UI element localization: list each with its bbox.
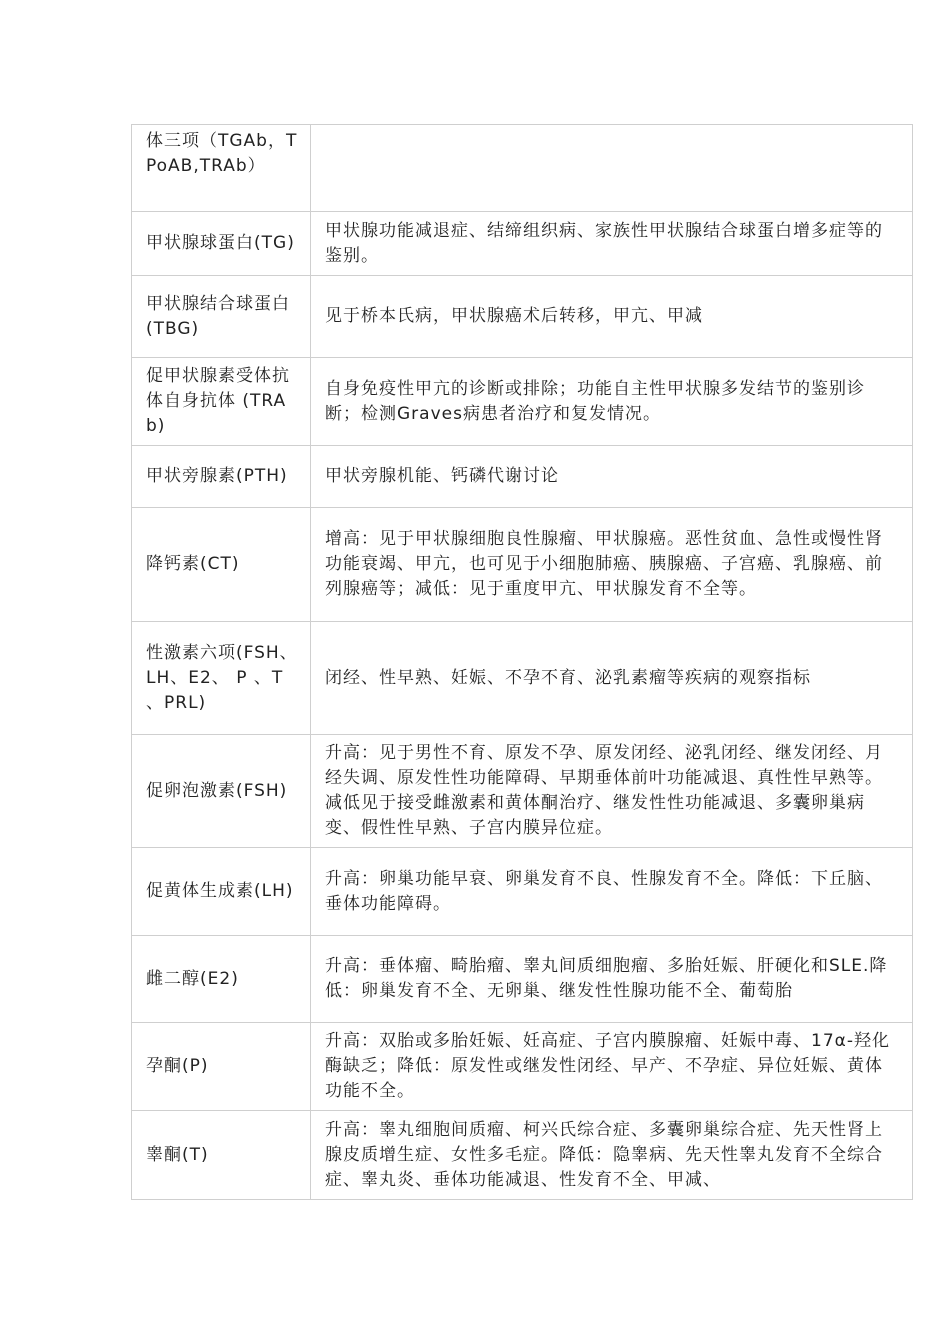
test-description-cell: 自身免疫性甲亢的诊断或排除；功能自主性甲状腺多发结节的鉴别诊断；检测Graves病患者治疗和复发情况。 [311, 358, 913, 446]
test-name-cell: 睾酮(T) [132, 1111, 311, 1200]
table-row [132, 212, 913, 276]
test-description-cell: 增高：见于甲状腺细胞良性腺瘤、甲状腺癌。恶性贫血、急性或慢性肾功能衰竭、甲亢，也可见于小细胞肺癌、胰腺癌、子宫癌、乳腺癌、前列腺癌等；减低：见于重度甲亢、甲状腺发育不全等。 [311, 508, 913, 622]
test-description-cell: 见于桥本氏病，甲状腺癌术后转移，甲亢、甲减 [311, 276, 913, 358]
table-row [132, 358, 913, 446]
table-row [132, 735, 913, 848]
test-name-cell: 促甲状腺素受体抗体自身抗体 (TRAb) [132, 358, 311, 446]
test-name-cell: 体三项（TGAb，TPoAB,TRAb） [132, 125, 311, 212]
test-description-cell: 甲状腺功能减退症、结缔组织病、家族性甲状腺结合球蛋白增多症等的鉴别。 [311, 212, 913, 276]
test-description-cell: 升高：垂体瘤、畸胎瘤、睾丸间质细胞瘤、多胎妊娠、肝硬化和SLE.降低：卵巢发育不全、无卵巢、继发性性腺功能不全、葡萄胎 [311, 936, 913, 1023]
test-name-cell: 甲状腺结合球蛋白 (TBG) [132, 276, 311, 358]
table-row [132, 508, 913, 622]
test-description-cell: 升高：卵巢功能早衰、卵巢发育不良、性腺发育不全。降低：下丘脑、垂体功能障碍。 [311, 848, 913, 936]
table-row [132, 1111, 913, 1200]
test-description-cell: 甲状旁腺机能、钙磷代谢讨论 [311, 446, 913, 508]
test-name-cell: 甲状旁腺素(PTH) [132, 446, 311, 508]
table-row [132, 125, 913, 212]
test-description-cell: 升高：睾丸细胞间质瘤、柯兴氏综合症、多囊卵巢综合症、先天性肾上腺皮质增生症、女性多毛症。降低：隐睾病、先天性睾丸发育不全综合症、睾丸炎、垂体功能减退、性发育不全、甲减、 [311, 1111, 913, 1200]
test-name-cell: 性激素六项(FSH、 LH、E2、 P 、T 、PRL) [132, 622, 311, 735]
test-description-cell: 升高：双胎或多胎妊娠、妊高症、子宫内膜腺瘤、妊娠中毒、17α-羟化酶缺乏；降低：原发性或继发性闭经、早产、不孕症、异位妊娠、黄体功能不全。 [311, 1023, 913, 1111]
test-name-cell: 雌二醇(E2) [132, 936, 311, 1023]
table-row [132, 936, 913, 1023]
test-name-cell: 降钙素(CT) [132, 508, 311, 622]
hormone-test-table [131, 124, 913, 1200]
test-description-cell: 升高：见于男性不育、原发不孕、原发闭经、泌乳闭经、继发闭经、月经失调、原发性性功能障碍、早期垂体前叶功能减退、真性性早熟等。减低见于接受雌激素和黄体酮治疗、继发性性功能减退、多囊卵巢病变、假性性早熟、子宫内膜异位症。 [311, 735, 913, 848]
table-row [132, 1023, 913, 1111]
test-description-cell [311, 125, 913, 212]
test-name-cell: 促卵泡激素(FSH) [132, 735, 311, 848]
table-row [132, 848, 913, 936]
test-description-cell: 闭经、性早熟、妊娠、不孕不育、泌乳素瘤等疾病的观察指标 [311, 622, 913, 735]
table-row [132, 276, 913, 358]
table-row [132, 446, 913, 508]
test-name-cell: 甲状腺球蛋白(TG) [132, 212, 311, 276]
table-row [132, 622, 913, 735]
test-name-cell: 促黄体生成素(LH) [132, 848, 311, 936]
test-name-cell: 孕酮(P) [132, 1023, 311, 1111]
